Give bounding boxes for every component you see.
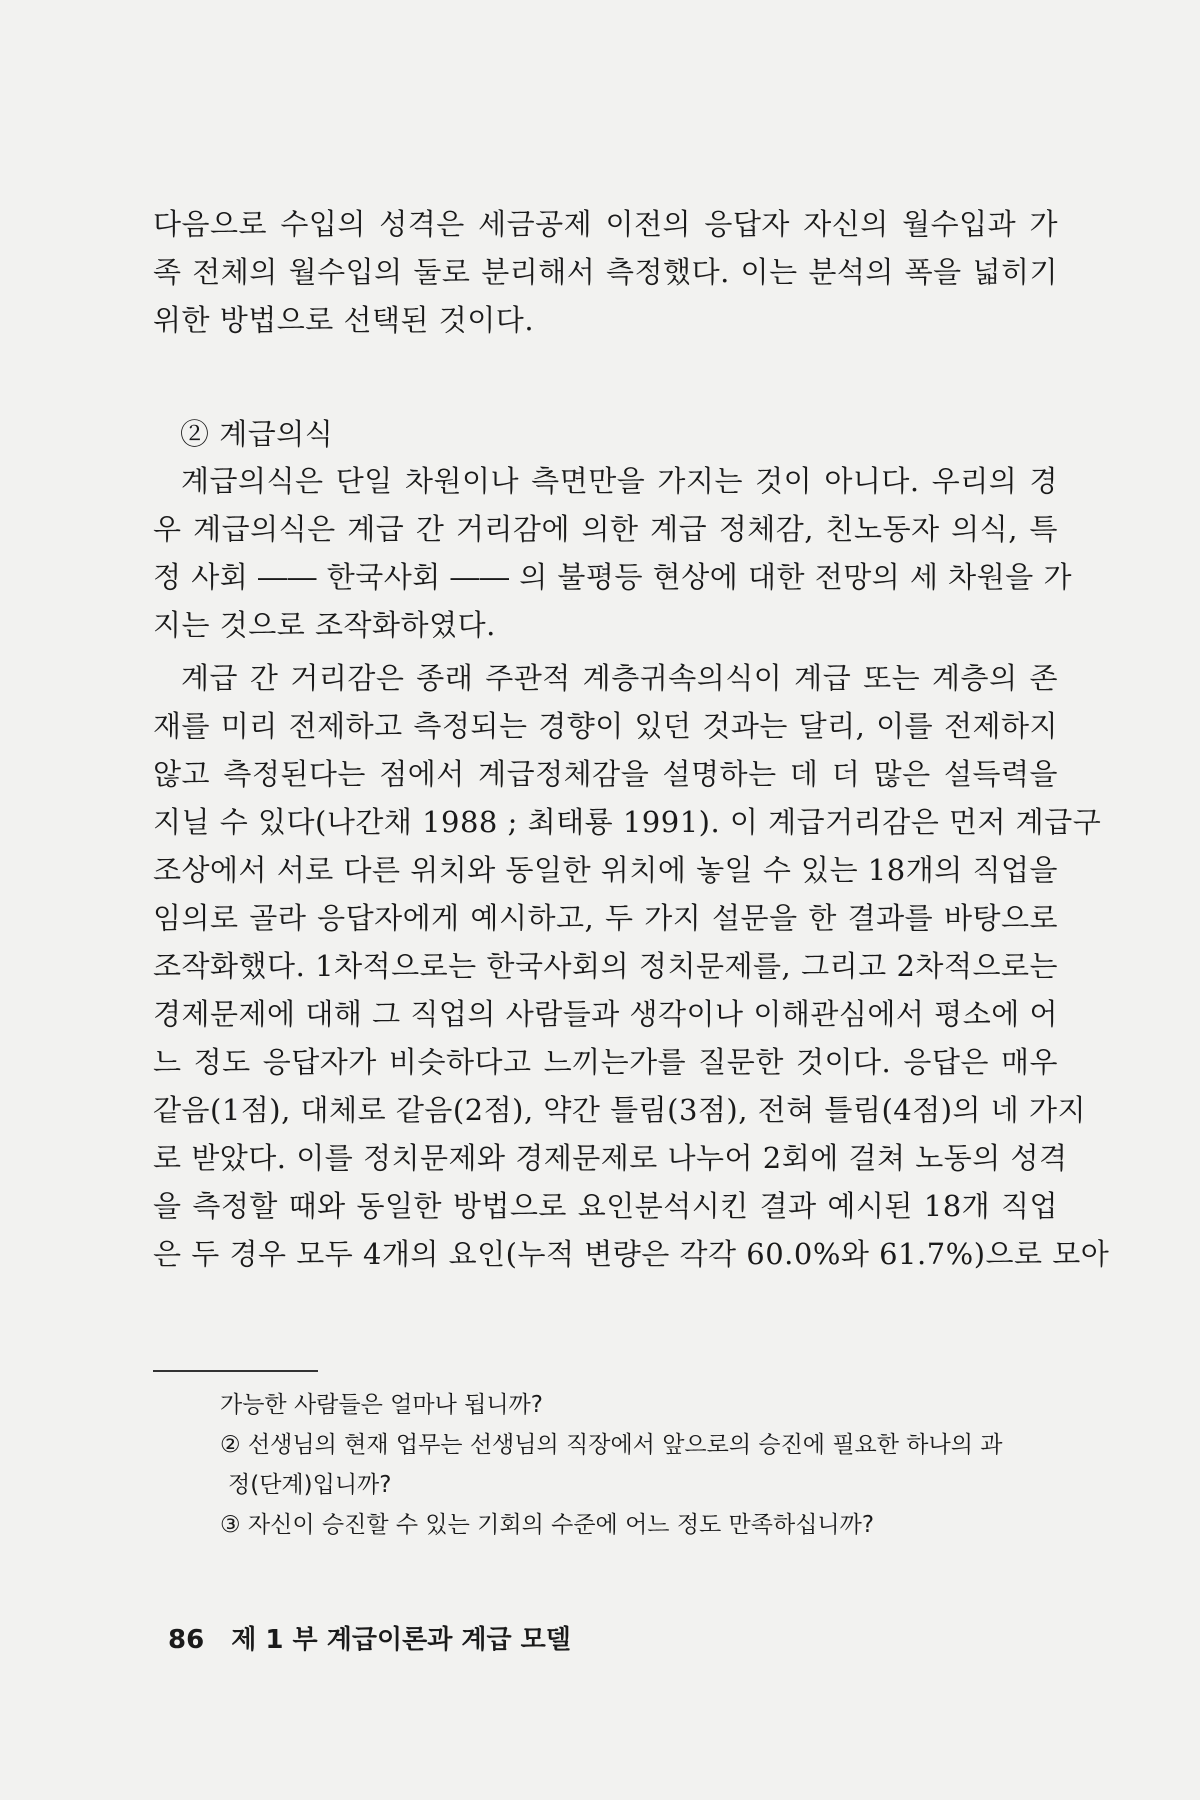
footnote-line: ③ 자신이 승진할 수 있는 기회의 수준에 어느 정도 만족하십니까? — [220, 1512, 875, 1538]
text-line: 지는 것으로 조작화하였다. — [153, 608, 496, 642]
text-line: 같음(1점), 대체로 같음(2점), 약간 틀림(3점), 전혀 틀림(4점)의 네 가지 — [153, 1093, 1087, 1127]
text-line: 않고 측정된다는 점에서 계급정체감을 설명하는 데 더 많은 설득력을 — [153, 757, 1058, 791]
footnote-line: 정(단계)입니까? — [228, 1472, 392, 1498]
text-line: 경제문제에 대해 그 직업의 사람들과 생각이나 이해관심에서 평소에 어 — [153, 997, 1058, 1031]
paragraph-income — [153, 200, 1058, 344]
part-title: 계급이론과 계급 모델 — [326, 1625, 571, 1655]
footnote-line: ② 선생님의 현재 업무는 선생님의 직장에서 앞으로의 승진에 필요한 하나의 과 — [220, 1432, 1003, 1458]
page-footer — [168, 1620, 571, 1660]
text-line: 을 측정할 때와 동일한 방법으로 요인분석시킨 결과 예시된 18개 직업 — [153, 1189, 1058, 1223]
text-line: 다음으로 수입의 성격은 세금공제 이전의 응답자 자신의 월수입과 가 — [153, 207, 1058, 241]
text-line: 느 정도 응답자가 비슷하다고 느끼는가를 질문한 것이다. 응답은 매우 — [153, 1045, 1058, 1079]
text-line: 족 전체의 월수입의 둘로 분리해서 측정했다. 이는 분석의 폭을 넓히기 — [153, 255, 1058, 289]
text-line: 계급 간 거리감은 종래 주관적 계층귀속의식이 계급 또는 계층의 존 — [181, 661, 1058, 695]
text-line: 지닐 수 있다(나간채 1988 ; 최태룡 1991). 이 계급거리감은 먼저 계급구 — [153, 805, 1102, 839]
footnotes — [220, 1385, 1060, 1545]
part-label: 제 1 부 — [231, 1625, 318, 1655]
paragraph-class-distance — [153, 654, 1110, 1278]
paragraph-class-consciousness — [153, 457, 1072, 649]
text-line: 정 사회 ―― 한국사회 ―― 의 불평등 현상에 대한 전망의 세 차원을 가 — [153, 560, 1072, 594]
text-line: 조상에서 서로 다른 위치와 동일한 위치에 놓일 수 있는 18개의 직업을 — [153, 853, 1058, 887]
text-line: 위한 방법으로 선택된 것이다. — [153, 303, 535, 337]
text-line: 우 계급의식은 계급 간 거리감에 의한 계급 정체감, 친노동자 의식, 특 — [153, 512, 1058, 546]
text-line: 재를 미리 전제하고 측정되는 경향이 있던 것과는 달리, 이를 전제하지 — [153, 709, 1058, 743]
text-line: 은 두 경우 모두 4개의 요인(누적 변량은 각각 60.0%와 61.7%)으로 모아 — [153, 1237, 1110, 1271]
section-heading: ② 계급의식 — [180, 417, 334, 451]
page-number: 86 — [168, 1625, 205, 1655]
text-line: 계급의식은 단일 차원이나 측면만을 가지는 것이 아니다. 우리의 경 — [181, 464, 1058, 498]
footnote-divider — [153, 1370, 318, 1372]
text-line: 조작화했다. 1차적으로는 한국사회의 정치문제를, 그리고 2차적으로는 — [153, 949, 1058, 983]
text-line: 로 받았다. 이를 정치문제와 경제문제로 나누어 2회에 걸쳐 노동의 성격 — [153, 1141, 1068, 1175]
footnote-line: 가능한 사람들은 얼마나 됩니까? — [220, 1392, 543, 1418]
text-line: 임의로 골라 응답자에게 예시하고, 두 가지 설문을 한 결과를 바탕으로 — [153, 901, 1058, 935]
